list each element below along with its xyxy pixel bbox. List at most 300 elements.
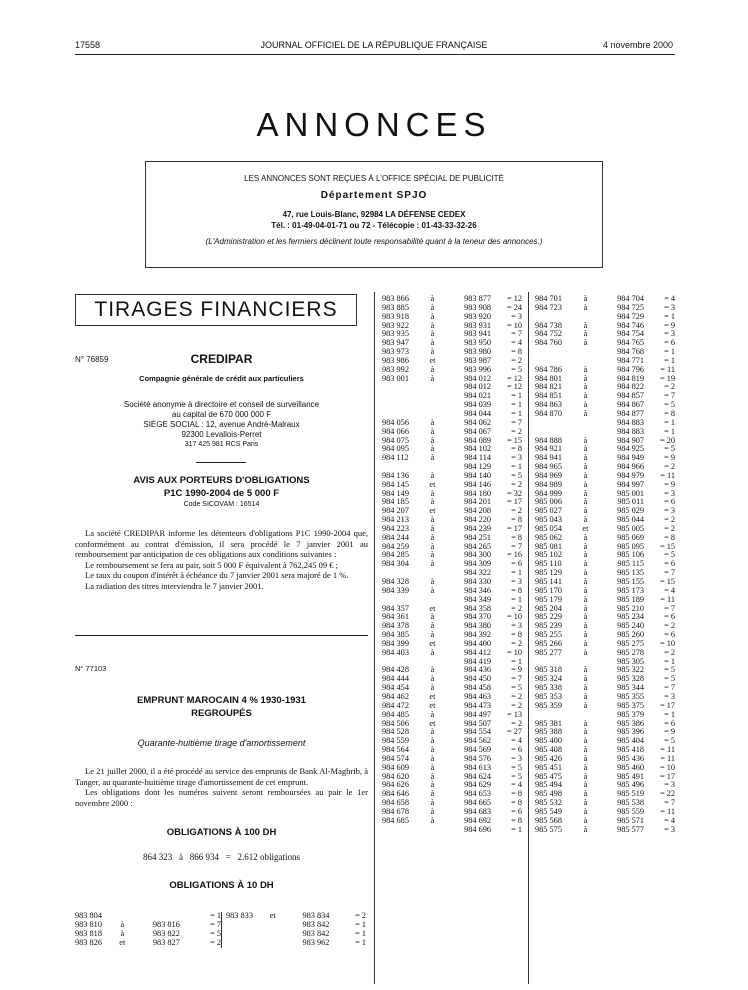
- range-connector: [419, 392, 446, 401]
- range-end: 984 239: [464, 523, 492, 533]
- range-start: 984 685: [382, 815, 409, 825]
- range-end: 985 538: [617, 798, 645, 808]
- range-count: = 3: [664, 691, 675, 701]
- range-count: = 2: [511, 603, 522, 613]
- range-end: 984 412: [464, 647, 492, 657]
- range-connector: à: [583, 789, 588, 799]
- line-100dh: 864 323 à 866 934 = 2.612 obligations: [142, 852, 301, 862]
- range-connector: [419, 401, 446, 410]
- range-connector: à: [430, 762, 435, 772]
- range-end: 984 997: [617, 479, 645, 489]
- range-end: 984 725: [617, 302, 645, 312]
- range-connector: à: [430, 302, 435, 312]
- subheading-10dh: OBLIGATIONS À 10 DH: [169, 880, 274, 891]
- table-row: [382, 454, 522, 463]
- range-end: 985 344: [617, 683, 645, 693]
- range-start: 983 804: [75, 911, 102, 920]
- range-count: = 3: [664, 329, 675, 339]
- range-end: 985 305: [617, 656, 645, 666]
- range-start: 984 863: [535, 400, 562, 410]
- range-connector: à: [583, 294, 588, 303]
- range-connector: à: [583, 585, 588, 595]
- table-row: [535, 826, 675, 835]
- range-count: = 8: [511, 347, 522, 357]
- range-start: 985 027: [535, 506, 562, 516]
- range-end: 984 867: [617, 400, 645, 410]
- range-connector: à: [583, 612, 588, 622]
- range-start: 985 081: [535, 541, 562, 551]
- range-end: 985 322: [617, 665, 645, 675]
- range-start: 984 454: [382, 683, 409, 693]
- range-count: = 19: [659, 373, 675, 383]
- subheading-100dh: OBLIGATIONS À 100 DH: [166, 827, 277, 838]
- range-end: 984 925: [617, 444, 645, 454]
- range-count: = 3: [664, 780, 675, 790]
- range-count: = 1: [511, 824, 522, 834]
- table-row: [535, 348, 675, 357]
- range-start: 985 062: [535, 532, 562, 542]
- range-count: = 2: [511, 718, 522, 728]
- range-connector: à: [583, 630, 588, 640]
- range-count: = 6: [511, 806, 522, 816]
- range-start: 984 472: [382, 700, 409, 710]
- range-end: 984 436: [464, 665, 492, 675]
- range-connector: [260, 921, 284, 930]
- range-end: 983 877: [464, 294, 492, 303]
- range-start: 985 575: [535, 824, 562, 834]
- range-end: 984 102: [464, 444, 492, 454]
- range-end: 984 771: [617, 355, 645, 365]
- range-connector: à: [583, 444, 588, 454]
- range-start: 984 328: [382, 577, 409, 586]
- range-connector: à: [430, 294, 435, 303]
- range-start: 984 485: [382, 709, 409, 719]
- range-count: = 5: [511, 683, 522, 693]
- range-connector: à: [583, 771, 588, 781]
- range-count: = 5: [210, 928, 221, 938]
- range-connector: à: [583, 408, 588, 418]
- range-count: = 2: [664, 462, 675, 472]
- range-start: 984 888: [535, 435, 562, 445]
- range-end: 984 765: [617, 338, 645, 348]
- company-capital: au capital de 670 000 000 F: [171, 410, 272, 419]
- range-connector: à: [583, 815, 588, 825]
- range-connector: à: [120, 928, 125, 938]
- range-connector: à: [583, 621, 588, 631]
- range-end: 984 822: [617, 382, 645, 392]
- notice-department: Département SPJO: [320, 190, 428, 201]
- range-connector: à: [583, 647, 588, 657]
- credipar-body: [75, 528, 368, 591]
- range-connector: à: [430, 771, 435, 781]
- range-end: 984 251: [464, 532, 492, 542]
- range-start: 985 400: [535, 736, 562, 746]
- range-start: 985 006: [535, 497, 562, 507]
- range-end: 985 379: [617, 709, 645, 719]
- range-end: 985 436: [617, 753, 645, 763]
- range-start: [226, 930, 260, 939]
- range-start: 985 255: [535, 630, 562, 640]
- range-connector: à: [583, 798, 588, 808]
- range-count: = 5: [511, 364, 522, 374]
- range-connector: [419, 383, 446, 392]
- range-start: 983 866: [382, 294, 409, 303]
- table-row: [226, 912, 366, 921]
- draw-column-1: [382, 295, 522, 834]
- range-count: = 12: [506, 294, 522, 303]
- range-count: = 12: [506, 373, 522, 383]
- range-connector: à: [583, 745, 588, 755]
- range-end: 985 278: [617, 647, 645, 657]
- range-end: 985 240: [617, 621, 645, 631]
- range-count: = 2: [511, 638, 522, 648]
- range-connector: à: [583, 506, 588, 516]
- range-count: = 1: [511, 400, 522, 410]
- column-separator: [528, 292, 529, 984]
- range-count: = 11: [660, 753, 675, 763]
- range-connector: à: [430, 647, 435, 657]
- company-seat: SIÈGE SOCIAL : 12, avenue André-Malraux: [143, 420, 300, 429]
- range-count: = 12: [506, 382, 522, 392]
- range-start: 984 112: [382, 453, 409, 463]
- range-start: 983 922: [382, 320, 409, 330]
- range-start: 984 285: [382, 550, 409, 560]
- range-start: 984 506: [382, 718, 409, 728]
- bond-title: P1C 1990-2004 de 5 000 F: [163, 488, 280, 499]
- range-count: = 1: [355, 919, 366, 929]
- range-count: = 9: [664, 453, 675, 463]
- range-count: = 11: [660, 364, 675, 374]
- range-connector: à: [583, 683, 588, 693]
- range-count: = 1: [511, 594, 522, 604]
- range-start: [382, 383, 419, 392]
- range-start: 984 145: [382, 479, 409, 489]
- range-connector: à: [583, 665, 588, 675]
- notice-disclaimer: (L'Administration et les fermiers déclinent toute responsabilité quant à la teneur des annonces.): [205, 237, 543, 246]
- range-end: 985 571: [617, 815, 645, 825]
- range-connector: à: [583, 603, 588, 613]
- range-start: 984 403: [382, 647, 409, 657]
- range-connector: à: [583, 515, 588, 525]
- range-start: 984 564: [382, 745, 409, 755]
- range-start: 985 426: [535, 753, 562, 763]
- notice-title: AVIS AUX PORTEURS D'OBLIGATIONS: [133, 475, 310, 486]
- range-count: = 4: [664, 294, 675, 303]
- range-count: = 7: [664, 391, 675, 401]
- range-count: = 1: [511, 408, 522, 418]
- range-end: 984 146: [464, 479, 492, 489]
- range-count: = 9: [664, 479, 675, 489]
- range-start: 984 965: [535, 462, 562, 472]
- range-end: 983 822: [152, 928, 180, 938]
- range-end: 984 562: [464, 736, 492, 746]
- range-start: 985 229: [535, 612, 562, 622]
- range-start: 983 833: [226, 911, 253, 920]
- range-start: 984 646: [382, 789, 409, 799]
- range-start: 985 494: [535, 780, 562, 790]
- range-count: = 7: [511, 417, 522, 427]
- range-connector: à: [430, 320, 435, 330]
- table-row: [226, 930, 366, 939]
- range-count: = 11: [660, 470, 675, 480]
- range-start: 983 935: [382, 329, 409, 339]
- range-end: 983 996: [464, 364, 492, 374]
- range-count: = 6: [511, 745, 522, 755]
- range-connector: à: [583, 497, 588, 507]
- range-end: 984 220: [464, 515, 492, 525]
- range-start: 984 075: [382, 435, 409, 445]
- range-start: [535, 348, 572, 357]
- range-start: 984 851: [535, 391, 562, 401]
- range-count: = 2: [511, 691, 522, 701]
- range-count: = 7: [664, 798, 675, 808]
- range-connector: à: [583, 338, 588, 348]
- emprunt-subtitle: Quarante-huitième tirage d'amortissement: [137, 738, 306, 748]
- range-start: 984 399: [382, 638, 409, 648]
- range-end: 984 796: [617, 364, 645, 374]
- paragraph: Le 21 juillet 2000, il a été procédé au service des emprunts de Bank Al-Maghrib, à Tanger, au quarante-huitième tirage d'amortissement de cet emprunt.: [75, 766, 368, 787]
- range-start: 984 678: [382, 806, 409, 816]
- range-connector: à: [430, 453, 435, 463]
- range-end: 984 463: [464, 691, 492, 701]
- range-connector: à: [430, 621, 435, 631]
- range-count: = 5: [664, 674, 675, 684]
- range-connector: à: [583, 568, 588, 578]
- range-connector: à: [430, 470, 435, 480]
- range-end: 984 322: [464, 568, 492, 578]
- range-count: = 15: [659, 541, 675, 551]
- range-end: 985 559: [617, 806, 645, 816]
- range-connector: et: [429, 506, 436, 516]
- range-connector: à: [583, 470, 588, 480]
- range-start: 984 723: [535, 302, 562, 312]
- range-connector: à: [583, 824, 588, 834]
- range-start: 984 378: [382, 621, 409, 631]
- range-count: = 6: [664, 497, 675, 507]
- range-start: 985 318: [535, 665, 562, 675]
- company-city: 92300 Levallois-Perret: [181, 430, 262, 439]
- range-start: 984 609: [382, 762, 409, 772]
- table-row: [382, 649, 522, 658]
- range-count: = 1: [664, 311, 675, 321]
- notice-address: 47, rue Louis-Blanc, 92984 LA DÉFENSE CEDEX: [282, 210, 466, 219]
- range-end: 984 140: [464, 470, 492, 480]
- range-start: 983 947: [382, 338, 409, 348]
- range-end: 985 460: [617, 762, 645, 772]
- range-end: 984 754: [617, 329, 645, 339]
- range-connector: à: [430, 577, 435, 586]
- range-start: 985 408: [535, 745, 562, 755]
- range-start: 984 620: [382, 771, 409, 781]
- range-connector: [260, 930, 284, 939]
- range-start: [382, 401, 419, 410]
- range-start: 985 475: [535, 771, 562, 781]
- range-end: 984 949: [617, 453, 645, 463]
- table-row: [382, 560, 522, 569]
- range-start: 984 207: [382, 506, 409, 516]
- range-start: 985 277: [535, 647, 562, 657]
- range-connector: à: [583, 559, 588, 569]
- range-end: 983 987: [464, 355, 492, 365]
- range-start: 984 149: [382, 488, 409, 498]
- range-count: = 17: [506, 523, 522, 533]
- range-end: 984 208: [464, 506, 492, 516]
- range-start: 984 066: [382, 426, 409, 436]
- range-end: 984 129: [464, 462, 492, 472]
- range-count: = 2: [210, 937, 221, 947]
- table-row: [382, 826, 522, 835]
- range-end: 984 979: [617, 470, 645, 480]
- range-count: = 11: [660, 745, 675, 755]
- range-count: = 2: [355, 911, 366, 920]
- range-start: 985 110: [535, 559, 562, 569]
- page-title: ANNONCES: [256, 106, 492, 143]
- range-connector: à: [430, 727, 435, 737]
- range-count: = 10: [659, 762, 675, 772]
- range-count: = 10: [506, 647, 522, 657]
- range-end: 985 275: [617, 638, 645, 648]
- range-connector: à: [583, 753, 588, 763]
- range-start: 985 338: [535, 683, 562, 693]
- section-rule: [75, 635, 368, 636]
- range-end: 985 189: [617, 594, 645, 604]
- range-count: = 24: [506, 302, 522, 312]
- table-row: [75, 939, 221, 948]
- range-end: 984 330: [464, 577, 492, 586]
- table-row: [535, 410, 675, 419]
- range-count: = 11: [660, 806, 675, 816]
- range-connector: [572, 419, 599, 428]
- draw-table-right: [226, 912, 366, 947]
- range-start: 984 921: [535, 444, 562, 454]
- credipar-header: [75, 352, 368, 366]
- range-count: = 9: [664, 320, 675, 330]
- range-start: [382, 826, 419, 835]
- header-rule: [75, 54, 675, 55]
- range-end: 985 418: [617, 745, 645, 755]
- range-start: 985 102: [535, 550, 562, 560]
- table-row: [382, 392, 522, 401]
- range-start: 985 129: [535, 568, 562, 578]
- range-connector: à: [583, 541, 588, 551]
- range-count: = 7: [210, 919, 221, 929]
- range-start: 984 989: [535, 479, 562, 489]
- range-start: 984 752: [535, 329, 562, 339]
- range-start: 985 239: [535, 621, 562, 631]
- range-count: = 6: [664, 630, 675, 640]
- range-end: 985 396: [617, 727, 645, 737]
- range-start: 983 986: [382, 355, 409, 365]
- range-count: = 5: [664, 736, 675, 746]
- range-connector: à: [430, 559, 435, 569]
- range-end: 983 842: [302, 928, 330, 938]
- credipar-company: [75, 400, 368, 450]
- range-end: 984 624: [464, 771, 492, 781]
- paragraph: La société CREDIPAR informe les détenteurs d'obligations P1C 1990-2004 que, conformément au contrat d'émission, il sera procédé le 7 janvier 2001 au remboursement par anticipation de ces obligations aux conditions suivantes :: [75, 528, 368, 559]
- range-count: = 2: [664, 382, 675, 392]
- range-end: 984 883: [617, 417, 645, 427]
- range-connector: à: [430, 515, 435, 525]
- range-end: 984 966: [617, 462, 645, 472]
- range-count: = 3: [664, 824, 675, 834]
- range-end: 985 115: [617, 559, 645, 569]
- range-count: = 2: [511, 700, 522, 710]
- range-end: 984 346: [464, 585, 492, 595]
- range-connector: à: [583, 727, 588, 737]
- range-count: = 4: [664, 815, 675, 825]
- range-start: 985 381: [535, 718, 562, 728]
- range-start: 984 559: [382, 736, 409, 746]
- publication-date: 4 novembre 2000: [602, 40, 673, 50]
- range-end: 985 095: [617, 541, 645, 551]
- range-end: 984 450: [464, 674, 492, 684]
- range-count: = 3: [511, 621, 522, 631]
- range-end: 985 375: [617, 700, 645, 710]
- table-row: [226, 921, 366, 930]
- range-connector: à: [583, 736, 588, 746]
- range-end: 985 491: [617, 771, 645, 781]
- range-count: = 9: [511, 665, 522, 675]
- notice-box: [145, 161, 603, 268]
- range-count: = 4: [511, 736, 522, 746]
- range-connector: à: [583, 320, 588, 330]
- range-start: 984 528: [382, 727, 409, 737]
- range-end: 984 012: [464, 373, 492, 383]
- range-connector: à: [430, 541, 435, 551]
- range-count: = 3: [511, 311, 522, 321]
- range-count: = 7: [664, 568, 675, 578]
- table-row: [382, 383, 522, 392]
- range-start: 985 451: [535, 762, 562, 772]
- range-start: 985 568: [535, 815, 562, 825]
- journal-title: JOURNAL OFFICIEL DE LA RÉPUBLIQUE FRANÇAISE: [260, 40, 488, 50]
- range-end: 985 155: [617, 577, 645, 586]
- range-count: = 1: [511, 656, 522, 666]
- range-count: = 6: [664, 559, 675, 569]
- range-end: 984 473: [464, 700, 492, 710]
- range-end: 985 106: [617, 550, 645, 560]
- range-end: 984 665: [464, 798, 492, 808]
- range-end: 984 877: [617, 408, 645, 418]
- range-end: 984 704: [617, 294, 645, 303]
- range-connector: à: [430, 523, 435, 533]
- range-end: 984 857: [617, 391, 645, 401]
- range-end: 983 908: [464, 302, 492, 312]
- range-count: = 5: [664, 444, 675, 454]
- range-end: 984 370: [464, 612, 492, 622]
- range-count: = 8: [511, 515, 522, 525]
- range-start: [226, 921, 260, 930]
- range-count: = 1: [511, 391, 522, 401]
- range-count: = 17: [659, 771, 675, 781]
- range-start: 985 498: [535, 789, 562, 799]
- range-start: 985 549: [535, 806, 562, 816]
- range-connector: à: [430, 815, 435, 825]
- range-end: 984 629: [464, 780, 492, 790]
- credipar-notice: [75, 474, 368, 500]
- range-count: = 8: [511, 798, 522, 808]
- range-count: = 2: [511, 479, 522, 489]
- range-start: 984 801: [535, 373, 562, 383]
- range-end: 985 044: [617, 515, 645, 525]
- range-count: = 6: [664, 338, 675, 348]
- range-count: = 7: [511, 674, 522, 684]
- range-start: 984 574: [382, 753, 409, 763]
- column-separator: [221, 912, 222, 948]
- range-count: = 3: [511, 577, 522, 586]
- range-end: 984 419: [464, 656, 492, 666]
- range-count: = 7: [664, 603, 675, 613]
